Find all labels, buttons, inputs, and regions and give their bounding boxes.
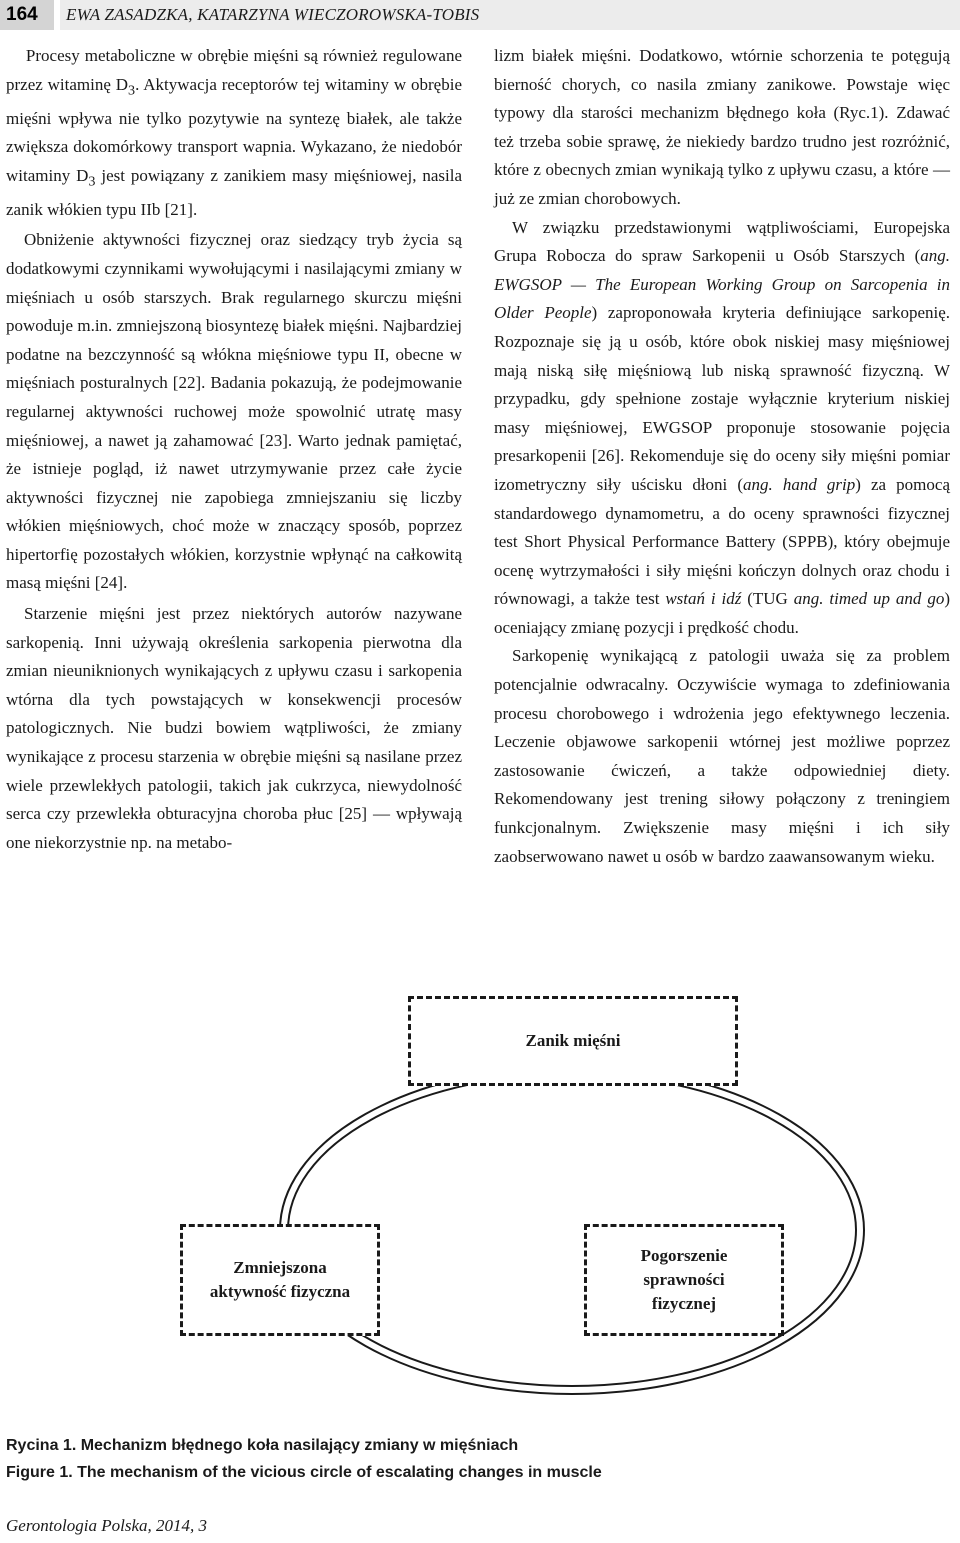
right-paragraph-2: W związku przedstawionymi wątpliwościami, Europejska Grupa Robocza do spraw Sarkopenii u Osób Starszych (ang. EWGSOP — The European Working Group on Sarcopenia in Older People) zaproponowała kryteria definiujące sarkopenię. Rozpoznaje się ją u osób, które obok niskiej masy mięśniowej mają niską siłę mięśniową lub niską sprawność fizyczną. W przypadku, gdy spełnione zostaje wyłącznie kryterium niskiej masy mięśniowej, EWGSOP proponuje stosowanie pojęcia presarkopenii [26]. Rekomenduje się do oceny siły mięśni pomiar izometryczny siły uścisku dłoni (ang. hand grip) za pomocą standardowego dynamometru, a do oceny sprawności fizycznej test Short Physical Performance Battery (SPPB), który obejmuje ocenę wytrzymałości i siły mięśni kończyn dolnych oraz chodu i równowagi, a także test wstań i idź (TUG ang. timed up and go) oceniający zmianę pozycji i prędkość chodu.	[494, 217, 951, 637]
box-pogorszenie-sprawnosci: Pogorszenie sprawności fizycznej	[584, 1224, 784, 1336]
left-paragraph-2: Obniżenie aktywności fizycznej oraz siedzący tryb życia są dodatkowymi czynnikami wywołującymi i nasilającymi zmiany w mięśniach u osób starszych. Brak regularnego skurczu mięśni powoduje m.in. zmniejszoną biosyntezę białek mięśni. Najbardziej podatne na bezczynność są włókna mięśniowe typu II, obecne w mięśniach posturalnych [22]. Badania pokazują, że podejmowanie regularnej aktywności ruchowej może spowolnić utratę masy mięśniowej, a nawet ją zahamować [23]. Warto jednak pamiętać, że istnieje pogląd, iż nawet utrzymywanie przez całe życie aktywności fizycznej nie zapobiega zmniejszaniu się liczby włókien mięśniowych, choć może w znaczący sposób, poprzez hipertorfię pozostałych włókien, korzystnie wpłynąć na całkowitą masą mięśni [24].	[6, 230, 462, 593]
caption-polish: Rycina 1. Mechanizm błędnego koła nasilający zmiany w mięśniach	[6, 1437, 519, 1454]
right-paragraph-1: lizm białek mięśni. Dodatkowo, wtórnie schorzenia te potęgują bierność chorych, co nasila zmiany zanikowe. Powstaje więc typowy dla starości mechanizm błędnego koła (Ryc.1). Zdawać też trzeba sobie sprawę, że niekiedy bardzo trudno jest rozróżnić, które z obecnych zmian wynikają tylko z upływu czasu, a które — już ze zmian chorobowych.	[494, 46, 950, 208]
figure-caption	[6, 1432, 946, 1486]
caption-english: Figure 1. The mechanism of the vicious circle of escalating changes in muscle	[6, 1464, 602, 1481]
running-header	[0, 0, 960, 30]
vicious-circle-figure	[0, 990, 960, 1400]
left-paragraph-3: Starzenie mięśni jest przez niektórych autorów nazywane sarkopenią. Inni używają określenia sarkopenia pierwotna dla zmian nieuniknionych wynikających z upływu czasu i sarkopenia wtórna dla tych powstających w konsekwencji procesów patologicznych. Nie budzi bowiem wątpliwości, że zmiany wynikające z procesu starzenia w obrębie mięśni są nasilane przez wiele przewlekłych patologii, takich jak cukrzyca, niewydolność serca czy przewlekła obturacyjna choroba płuc [25] — wpływają one niekorzystnie np. na metabo-	[6, 604, 462, 852]
left-paragraph-1: Procesy metaboliczne w obrębie mięśni są również regulowane przez witaminę $D_3$. Aktywacja receptorów tej witaminy w obrębie mięśni wpływa nie tylko pozytywie na syntezę białek, ale także zwiększa dokomórkowy transport wapnia. Wykazano, że niedobór witaminy $D_3$ jest powiązany z zanikiem masy mięśniowej, nasila zanik włókien typu IIb [21].	[6, 46, 462, 219]
box-zmniejszona-aktywnosc: Zmniejszona aktywność fizyczna	[180, 1224, 380, 1336]
journal-footer: Gerontologia Polska, 2014, 3	[6, 1516, 207, 1535]
page-number: 164	[0, 0, 54, 30]
running-head-authors: EWA ZASADZKA, KATARZYNA WIECZOROWSKA-TOBIS	[60, 0, 960, 30]
right-column	[494, 42, 950, 871]
box-zanik-miesni: Zanik mięśni	[408, 996, 738, 1086]
left-column	[6, 42, 462, 857]
right-paragraph-3: Sarkopenię wynikającą z patologii uważa się za problem potencjalnie odwracalny. Oczywiście wymaga to zdefiniowania procesu chorobowego i wdrożenia jego efektywnego leczenia. Leczenie objawowe sarkopenii wtórnej jest możliwe poprzez zastosowanie ćwiczeń, a także odpowiedniej diety. Rekomendowany jest trening siłowy połączony z treningiem funkcjonalnym. Zwiększenie masy mięśni i ich siły zaobserwowano nawet u osób w bardzo zaawansowanym wieku.	[494, 646, 950, 866]
